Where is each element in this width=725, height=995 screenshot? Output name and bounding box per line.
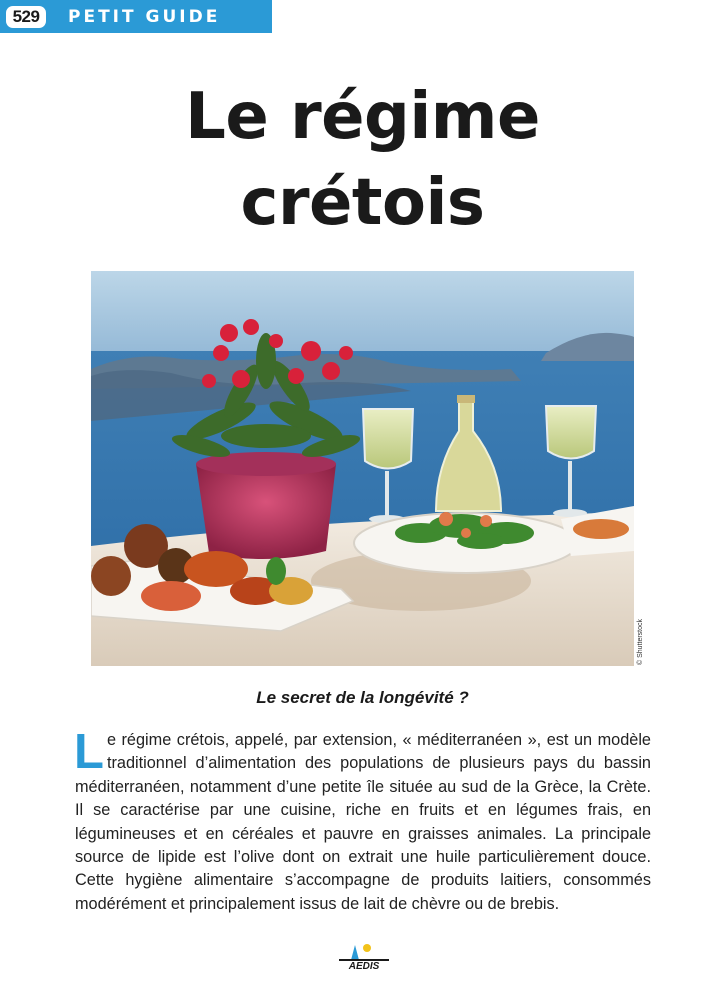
series-header-bar (0, 0, 272, 33)
subtitle: Le secret de la longévité ? (256, 688, 469, 707)
photo-credit: © Shutterstock (637, 618, 644, 665)
title-line-1: Le régime (185, 80, 540, 154)
page-title (0, 74, 725, 246)
svg-text:AEDIS: AEDIS (348, 961, 380, 970)
intro-text: e régime crétois, appelé, par extension, « méditerranéen », est un modèle traditionnel d’alimentation des populations de plusieurs pays du bassin méditerranéen, notamment d’une petite île située au sud de la Grèce, la Crète. Il se caractérise par une cuisine, riche en fruits et en légumes frais, en légumineuses et en céréales et pauvre en graisses animales. La principale source de lipide est l’olive dont on extrait une huile particulièrement douce. Cette hygiène alimentaire s’accompagne de produits laitiers, consommés modérément et principalement issus de lait de chèvre ou de brebis. (75, 731, 651, 913)
publisher-logo (337, 942, 391, 970)
cover-photo (91, 271, 634, 666)
drop-cap: L (74, 725, 104, 779)
series-label: PETIT GUIDE (68, 6, 221, 27)
intro-paragraph (74, 725, 651, 916)
title-line-2: crétois (240, 166, 485, 240)
issue-number-badge: 529 (6, 6, 46, 28)
